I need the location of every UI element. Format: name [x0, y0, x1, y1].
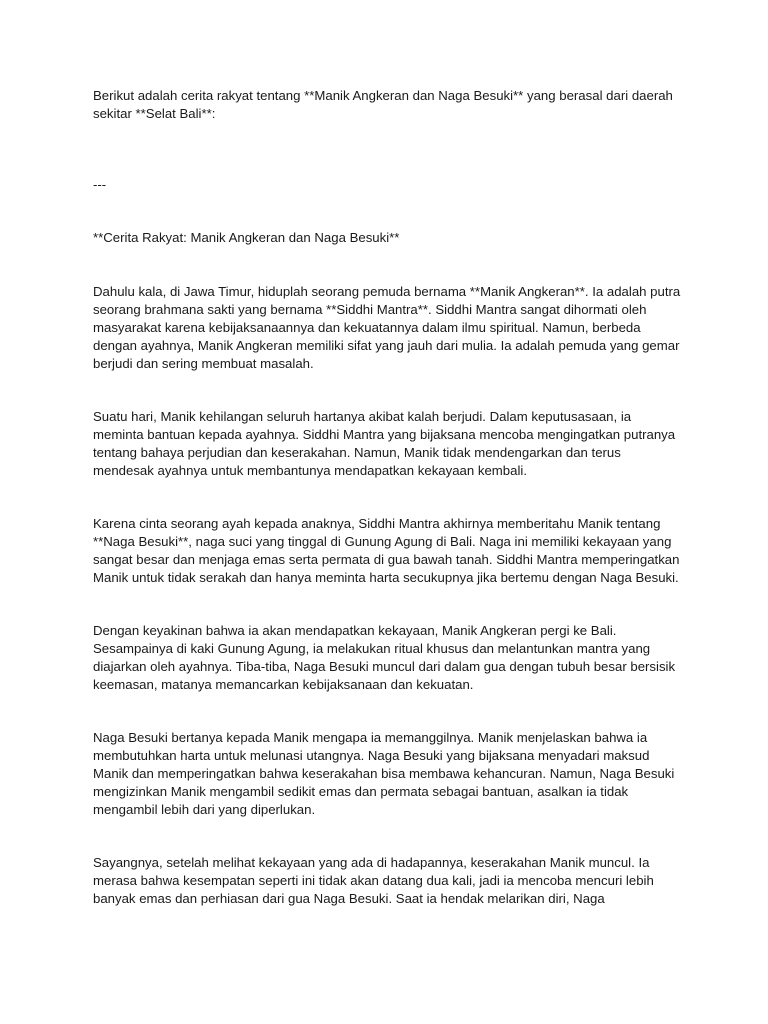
intro-paragraph: Berikut adalah cerita rakyat tentang **Manik Angkeran dan Naga Besuki** yang berasal dari daerah sekitar **Selat Bali**: — [93, 88, 673, 121]
story-paragraph-4: Dengan keyakinan bahwa ia akan mendapatkan kekayaan, Manik Angkeran pergi ke Bali. Sesampainya di kaki Gunung Agung, ia melakukan ritual khusus dan melantunkan mantra yang diajarkan oleh ayahnya. Tiba-tiba, Naga Besuki muncul dari dalam gua dengan tubuh besar bersisik keemasan, matanya memancarkan kebijaksanaan dan kekuatan. — [93, 623, 676, 692]
story-paragraph-3: Karena cinta seorang ayah kepada anaknya, Siddhi Mantra akhirnya memberitahu Manik tentang **Naga Besuki**, naga suci yang tinggal di Gunung Agung di Bali. Naga ini memiliki kekayaan yang sangat besar dan menjaga emas serta permata di gua bawah tanah. Siddhi Mantra memperingatkan Manik untuk tidak serakah dan hanya meminta harta secukupnya jika bertemu dengan Naga Besuki. — [93, 516, 680, 585]
story-paragraph-1: Dahulu kala, di Jawa Timur, hiduplah seorang pemuda bernama **Manik Angkeran**. Ia adalah putra seorang brahmana sakti yang bernama **Siddhi Mantra**. Siddhi Mantra sangat dihormati oleh masyarakat karena kebijaksanaannya dan kekuatannya dalam ilmu spiritual. Namun, berbeda dengan ayahnya, Manik Angkeran memiliki sifat yang jauh dari mulia. Ia adalah pemuda yang gemar berjudi dan sering membuat masalah. — [93, 284, 681, 371]
story-paragraph-2: Suatu hari, Manik kehilangan seluruh hartanya akibat kalah berjudi. Dalam keputusasaan, ia meminta bantuan kepada ayahnya. Siddhi Mantra yang bijaksana mencoba mengingatkan putranya tentang bahaya perjudian dan keserakahan. Namun, Manik tidak mendengarkan dan terus mendesak ayahnya untuk membantunya mendapatkan kekayaan kembali. — [93, 409, 676, 478]
story-paragraph-5: Naga Besuki bertanya kepada Manik mengapa ia memanggilnya. Manik menjelaskan bahwa ia membutuhkan harta untuk melunasi utangnya. Naga Besuki yang bijaksana menyadari maksud Manik dan memperingatkan bahwa keserakahan bisa membawa kehancuran. Namun, Naga Besuki mengizinkan Manik mengambil sedikit emas dan permata sebagai bantuan, asalkan ia tidak mengambil lebih dari yang diperlukan. — [93, 730, 675, 817]
story-title: **Cerita Rakyat: Manik Angkeran dan Naga Besuki** — [93, 230, 400, 245]
story-paragraph-6: Sayangnya, setelah melihat kekayaan yang ada di hadapannya, keserakahan Manik muncul. Ia merasa bahwa kesempatan seperti ini tidak akan datang dua kali, jadi ia mencoba mencuri lebih banyak emas dan perhiasan dari gua Naga Besuki. Saat ia hendak melarikan diri, Naga — [93, 855, 654, 906]
document-body — [93, 87, 683, 943]
separator-line: --- — [93, 177, 107, 192]
